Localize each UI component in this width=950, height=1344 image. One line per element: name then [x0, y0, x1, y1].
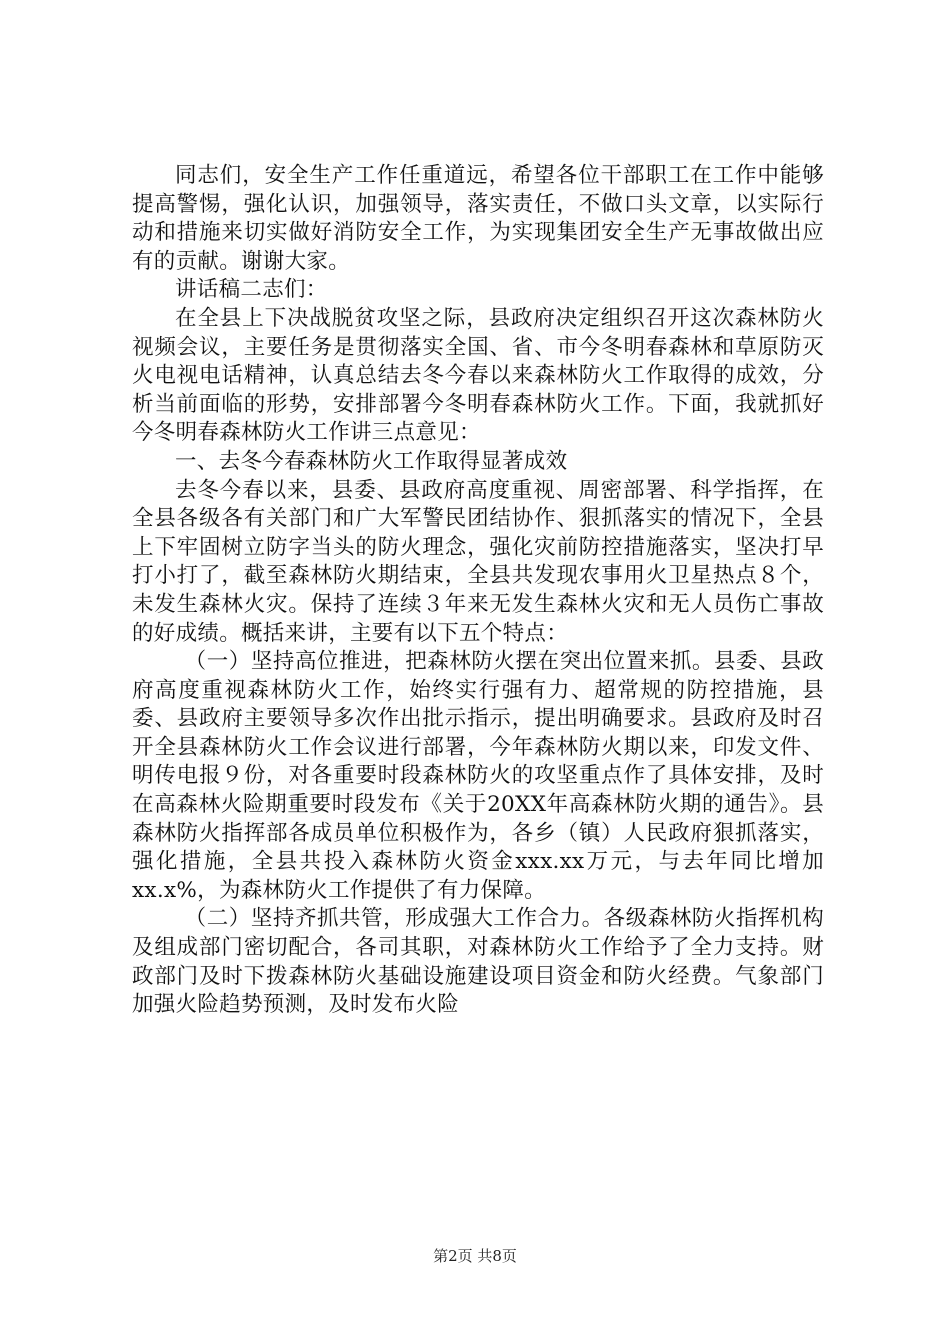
section-heading-1: 一、去冬今春森林防火工作取得显著成效	[175, 448, 568, 474]
paragraph-speech-title: 讲话稿二志们：	[175, 277, 328, 303]
paragraph-achievements: 去冬今春以来，县委、县政府高度重视、周密部署、科学指挥，在全县各级各有关部门和广大军警民团结协作、狠抓落实的情况下，全县上下牢固树立防字当头的防火理念，强化灾前防控措施落实，坚决打早打小打了，截至森林防火期结束，全县共发现农事用火卫星热点８个，未发生森林火灾。保持了连续３年来无发生森林火灾和无人员伤亡事故的好成绩。概括来讲，主要有以下五个特点：	[132, 477, 824, 646]
paragraph-intro: 在全县上下决战脱贫攻坚之际，县政府决定组织召开这次森林防火视频会议，主要任务是贯彻落实全国、省、市今冬明春森林和草原防灭火电视电话精神，认真总结去冬今春以来森林防火工作取得的成效，分析当前面临的形势，安排部署今冬明春森林防火工作。下面，我就抓好今冬明春森林防火工作讲三点意见：	[132, 305, 824, 446]
page-footer: 第2页 共8页	[433, 1247, 517, 1265]
paragraph-point-1: （一）坚持高位推进，把森林防火摆在突出位置来抓。县委、县政府高度重视森林防火工作，始终实行强有力、超常规的防控措施，县委、县政府主要领导多次作出批示指示，提出明确要求。县政府及时召开全县森林防火工作会议进行部署，今年森林防火期以来，印发文件、明传电报９份，对各重要时段森林防火的攻坚重点作了具体安排，及时在高森林火险期重要时段发布《关于20XX年高森林防火期的通告》。县森林防火指挥部各成员单位积极作为，各乡（镇）人民政府狠抓落实，强化措施，全县共投入森林防火资金xxx.xx万元，与去年同比增加xx.x%，为森林防火工作提供了有力保障。	[132, 649, 824, 903]
paragraph-closing: 同志们，安全生产工作任重道远，希望各位干部职工在工作中能够提高警惕，强化认识，加强领导，落实责任，不做口头文章，以实际行动和措施来切实做好消防安全工作，为实现集团安全生产无事故做出应有的贡献。谢谢大家。	[132, 163, 824, 274]
document-body	[132, 162, 824, 1020]
paragraph-point-2: （二）坚持齐抓共管，形成强大工作合力。各级森林防火指挥机构及组成部门密切配合，各司其职，对森林防火工作给予了全力支持。财政部门及时下拨森林防火基础设施建设项目资金和防火经费。气象部门加强火险趋势预测，及时发布火险	[132, 906, 824, 1018]
